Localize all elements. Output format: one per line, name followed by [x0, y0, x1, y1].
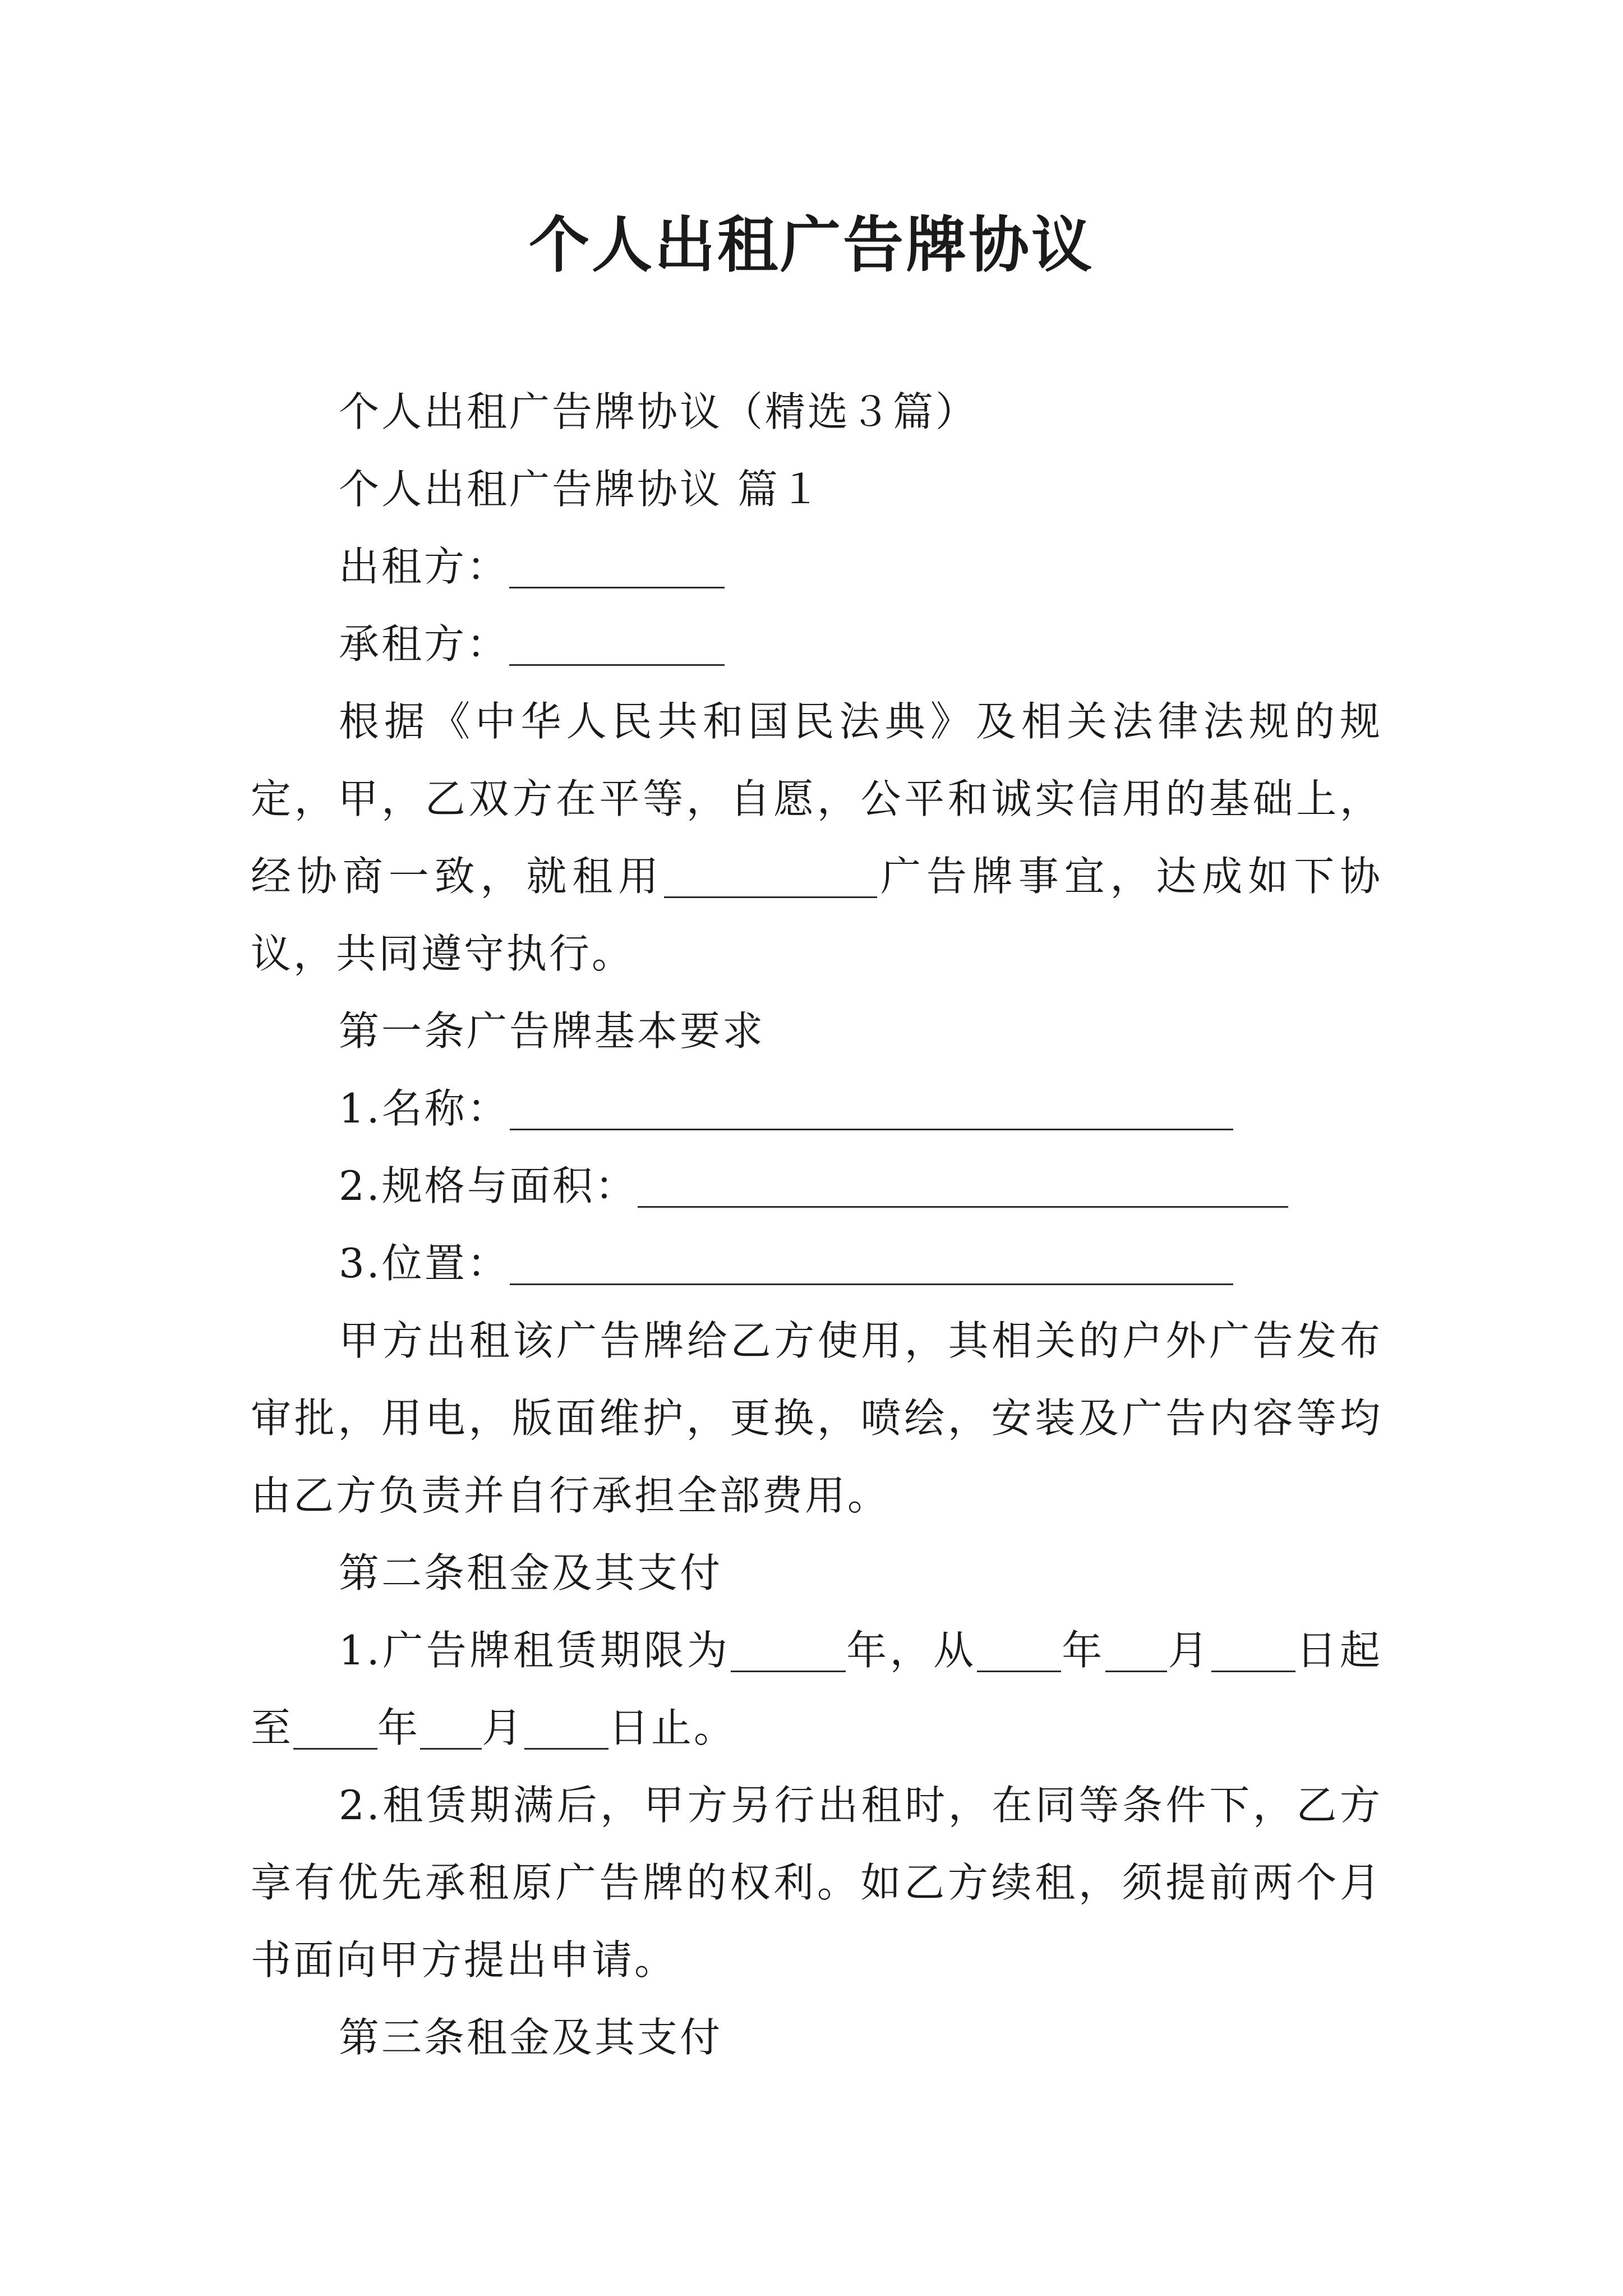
term-prefix: 1.广告牌租赁期限为	[339, 1627, 731, 1674]
name-label: 1.名称：	[339, 1085, 510, 1132]
end-day-label: 日止。	[608, 1704, 737, 1751]
term-year-unit: 年，从	[845, 1627, 977, 1674]
start-month-label: 月	[1166, 1627, 1211, 1674]
article1-heading: 第一条广告牌基本要求	[339, 1007, 766, 1055]
start-month-blank[interactable]	[1105, 1631, 1167, 1672]
end-year-blank[interactable]	[293, 1709, 377, 1750]
intro-text-2: 广告牌事宜，达成如下协议，共同遵守执行。	[251, 853, 1382, 977]
article1-item-size	[251, 1147, 1382, 1225]
size-blank[interactable]	[638, 1167, 1288, 1208]
end-day-blank[interactable]	[524, 1709, 608, 1750]
lessee-blank[interactable]	[509, 625, 725, 666]
document-body	[251, 373, 1382, 2076]
end-year-label: 年	[377, 1704, 421, 1751]
article1-item-location	[251, 1225, 1382, 1302]
document-title: 个人出租广告牌协议	[528, 210, 1094, 280]
lessor-line	[251, 528, 1382, 605]
intro-text-1: 根据《中华人民共和国民法典》及相关法律法规的规定，甲，乙双方在平等，自愿，公平和诚实信用的基础上，经协商一致，就租用	[251, 698, 1382, 900]
start-year-label: 年	[1061, 1627, 1105, 1674]
billboard-blank[interactable]	[664, 857, 877, 898]
article1-paragraph: 甲方出租该广告牌给乙方使用，其相关的户外广告发布审批，用电，版面维护，更换，喷绘，安装及广告内容等均由乙方负责并自行承担全部费用。	[251, 1317, 1382, 1519]
lessor-label: 出租方：	[339, 543, 510, 590]
end-month-label: 月	[482, 1704, 525, 1751]
article3-heading: 第三条租金及其支付	[339, 2014, 723, 2061]
article2-heading: 第二条租金及其支付	[339, 1549, 723, 1596]
lessor-blank[interactable]	[509, 547, 725, 588]
intro-paragraph	[251, 683, 1382, 992]
lessee-label: 承租方：	[339, 620, 510, 668]
term-years-blank[interactable]	[731, 1631, 846, 1672]
article2-item2: 2.租赁期满后，甲方另行出租时，在同等条件下，乙方享有优先承租原广告牌的权利。如乙方续租，须提前两个月书面向甲方提出申请。	[251, 1782, 1382, 1984]
article1-item-name	[251, 1070, 1382, 1147]
lessee-line	[251, 605, 1382, 683]
end-month-blank[interactable]	[420, 1709, 482, 1750]
location-blank[interactable]	[510, 1244, 1233, 1285]
article2-item1	[251, 1612, 1382, 1766]
name-blank[interactable]	[510, 1089, 1233, 1130]
start-day-label: 日起至	[251, 1627, 1382, 1751]
document-subtitle: 个人出租广告牌协议（精选３篇）	[339, 388, 979, 435]
section-heading: 个人出租广告牌协议 篇１	[339, 466, 823, 513]
location-label: 3.位置：	[339, 1240, 510, 1287]
start-year-blank[interactable]	[977, 1631, 1061, 1672]
size-label: 2.规格与面积：	[339, 1162, 638, 1209]
start-day-blank[interactable]	[1211, 1631, 1295, 1672]
